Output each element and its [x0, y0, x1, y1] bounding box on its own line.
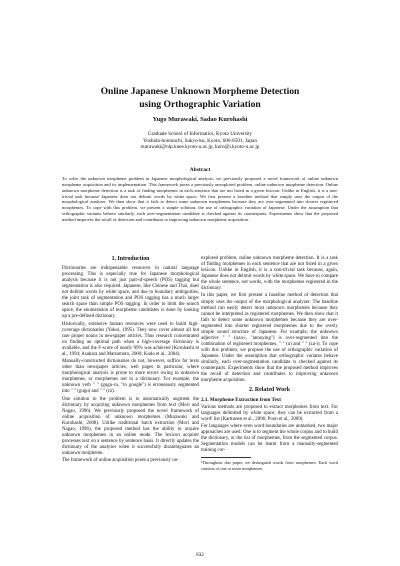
paragraph: Manually-constructed dictionaries do not, however, suffice for texts other than newspaper articles, web pages in particular, where morphological analysis is prone to more errors owing to unknown morphemes, or morphemes not in a dictionary. For example, the unknown verb " " (gugu-ru, "to google") is erroneously segmented into " " (gugu) and " " (ru).: [62, 359, 199, 395]
abstract-text: To solve the unknown morpheme problem in Japanese morphological analysis, we previously proposed a novel framework of online unknown morpheme acquisition and its implementation. This framework poses a previously unexplored problem, online unknown morpheme detection. Online unknown morpheme detection is a task of finding morphemes in each sentence that are not listed in a given lexicon. Unlike in English, it is a non-trivial task because Japanese does not delimit words by white space. We first present a baseline method that simply uses the output of the morphological analyzer. We then show that it fails to detect some unknown morphemes because they are over-segmented into shorter registered morphemes. To cope with this problem, we present a simple solution, the use of orthographic variation of Japanese. Under the assumption that orthographic variants behave similarly, each over-segmentation candidate is checked against its counterparts. Experiments show that the proposed method improves the recall of detection and contributes to improving unknown morpheme acquisition.: [62, 176, 338, 222]
abstract-heading: Abstract: [189, 167, 211, 173]
affiliation-line: Yoshida-honmachi, Sakyo-ku, Kyoto, 606-8501, Japan: [143, 137, 257, 144]
section-heading-related-work: 2. Related Work: [249, 387, 290, 394]
footnote-rule: [201, 457, 251, 458]
left-column: [62, 256, 199, 465]
paragraph: Dictionaries are indispensable resources in natural language processing. This is especially true for Japanese morphological analysis because it is not just part-of-speech (POS) tagging but segmentation is also required. Japanese, like Chinese and Thai, does not delimit words by white space, and due to boundary ambiguities, the joint task of segmentation and POS tagging has a much larger search space than simple POS tagging. In order to limit the search space, the enumeration of morpheme candidates is done by looking up a pre-defined dictionary.: [62, 266, 199, 320]
subsection-heading-morpheme-extraction: 2.1. Morpheme Extraction from Text: [201, 397, 281, 404]
author-emails: murawaki@nlp.kuee.kyoto-u.ac.jp, kuro@i.kyoto-u.ac.jp: [140, 144, 260, 151]
page-number: 832: [196, 552, 204, 558]
section-heading-introduction: 1. Introduction: [111, 256, 150, 262]
author-names: Yugo Murawaki, Sadao Kurohashi: [152, 116, 248, 123]
paragraph: explored problem, online unknown morpheme detection. It is a task of finding morphemes in each sentence that are not listed in a given lexicon. Unlike in English, it is a non-trivial task because, again, Japanese does not delimit words by white space. We have to compare the whole sentence, not words, with the morphemes registered in the dictionary.: [201, 256, 338, 292]
paragraph: For languages where even word boundaries are unmarked, two major approaches are used. One is to segment the whole corpus and to build the dictionary, or the list of morphemes, from the segmented corpus. Segmentation models can be learnt from a manually-segmented training cor-: [201, 424, 338, 454]
title-line-1: Online Japanese Unknown Morpheme Detection: [100, 86, 300, 97]
title-line-2: using Orthographic Variation: [139, 98, 261, 110]
paragraph: In this paper, we first present a baseline method of detection that simply uses the output of the morphological analyzer. The baseline method can easily detect most unknown morphemes because they cannot be interpreted as registered morphemes. We then show that it fails to detect some unknown morphemes because they are over-segmented into shorter registered morphemes due to the overly simple sound structure of Japanese. For example, the unknown adjective " " (uza-i, "annoying") is over-segmented into the combination of registered morphemes, " " (u) and " " (za-i). To cope with this problem, we propose the use of orthographic variation of Japanese. Under the assumption that orthographic variants behave similarly, each over-segmentation candidate is checked against its counterparts. Experiments show that the proposed method improves the recall of detection and contributes to improving unknown morpheme acquisition.: [201, 293, 338, 384]
paper-title: [40, 86, 360, 111]
paragraph: Various methods are proposed to extract morphemes from text. For languages delimited by white space, they can be extracted from a word¹ list (Karttunen et al., 2006; Poon et al., 2009).: [201, 404, 338, 422]
right-column: [201, 256, 338, 471]
affiliation: [60, 131, 340, 151]
paragraph: Historically, extensive human resources were used to build high-coverage dictionaries (Yokoi, 1995). They now cover almost all but rare proper nouns in newspaper articles. Thus research concentrated on finding an optimal path when a high-coverage dictionary is available, and the F-score of nearly 99% was achieved (Kurohashi et al., 1994; Asahara and Matsumoto, 2000; Kudo et al., 2004).: [62, 321, 199, 357]
paragraph: One solution to the problem is to automatically augment the dictionary by acquiring unknown morphemes from text (Mori and Nagao, 1996). We previously proposed the novel framework of online acquisition of unknown morphemes (Murawaki and Kurohashi, 2008). Unlike traditional batch extraction (Mori and Nagao, 1996), the proposed method has the ability to acquire unknown morphemes in an online mode. The lexicon acquirer processes text on a sentence by sentence basis. It directly updates the dictionary of the analyzer when it successfully disambiguates an unknown morpheme.: [62, 396, 199, 457]
footnote: ¹Throughout this paper, we distinguish words from morphemes. Each word consists of one or more morphemes.: [201, 460, 338, 471]
paragraph: The framework of online acquisition poses a previously un-: [62, 458, 179, 464]
affiliation-line: Graduate School of Informatics, Kyoto University: [147, 131, 253, 137]
